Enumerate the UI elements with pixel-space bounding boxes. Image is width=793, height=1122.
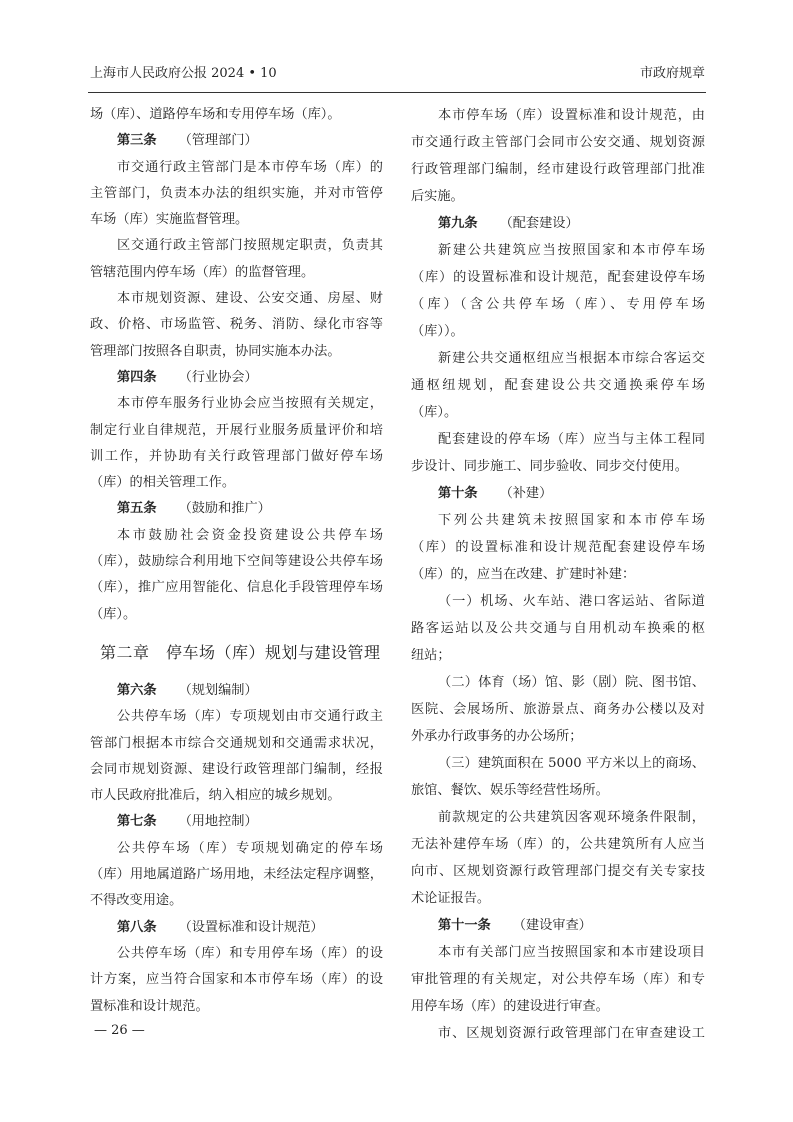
text-line: （库）用地属道路广场用地，未经法定程序调整， <box>90 867 383 883</box>
text-line: （库）的，应当在改建、扩建时补建： <box>411 567 636 582</box>
text-line: 市人民政府批准后，纳入相应的城乡规划。 <box>90 788 341 804</box>
article-number: 第十一条 <box>438 918 491 933</box>
article-title: （行业协会） <box>178 369 258 385</box>
text-line: （库）的相关管理工作。 <box>90 475 236 491</box>
text-line: 通枢纽规划，配套建设公共交通换乘停车场 <box>411 378 705 393</box>
text-line: 用停车场（库）的建设进行审查。 <box>411 999 609 1014</box>
text-line: 本市规划资源、建设、公安交通、房屋、财 <box>117 291 383 307</box>
text-line: 后实施。 <box>411 189 464 204</box>
text-line: 管辖范围内停车场（库）的监督管理。 <box>90 264 315 280</box>
text-line: 医院、会展场所、旅游景点、商务办公楼以及对 <box>411 702 705 717</box>
text-line: （库），鼓励综合利用地下空间等建设公共停车场 <box>90 554 383 570</box>
section-header: 市政府规章 <box>639 66 705 81</box>
article-number: 第三条 <box>117 133 157 149</box>
text-line: 下列公共建筑未按照国家和本市停车场 <box>438 513 705 528</box>
article-heading <box>90 915 383 941</box>
article-title: （鼓励和推广） <box>178 501 271 517</box>
text-line: 向市、区规划资源行政管理部门提交有关专家技 <box>411 864 705 879</box>
article-heading <box>90 128 383 154</box>
text-line: 公共停车场（库）和专用停车场（库）的设 <box>117 945 383 961</box>
chapter-title: 第二章 停车场（库）规划与建设管理 <box>100 642 381 662</box>
text-line: 纽站； <box>411 648 451 663</box>
text-line: 场（库）、道路停车场和专用停车场（库）。 <box>90 107 341 122</box>
text-line: 旅馆、餐饮、娱乐等经营性场所。 <box>411 783 609 798</box>
text-line: （二）体育（场）馆、影（剧）院、图书馆、 <box>438 675 705 690</box>
text-line: 市、区规划资源行政管理部门在审查建设工 <box>438 1026 705 1041</box>
text-line: 公共停车场（库）专项规划由市交通行政主 <box>117 709 383 725</box>
text-line: 政、价格、市场监管、税务、消防、绿化市容等 <box>90 317 383 333</box>
text-line: 外承办行政事务的办公场所； <box>411 729 583 744</box>
header-rule <box>88 92 706 93</box>
text-line: 行政管理部门编制，经市建设行政管理部门批准 <box>411 162 705 177</box>
article-number: 第八条 <box>117 919 157 935</box>
text-line: 本市有关部门应当按照国家和本市建设项目 <box>438 945 705 960</box>
journal-header: 上海市人民政府公报 2024 • 10 <box>90 66 277 81</box>
text-line: 新建公共交通枢纽应当根据本市综合客运交 <box>438 351 705 366</box>
text-line: 本市停车场（库）设置标准和设计规范，由 <box>438 108 705 123</box>
text-line: 会同市规划资源、建设行政管理部门编制，经报 <box>90 761 383 777</box>
article-heading <box>90 678 383 704</box>
text-line: 步设计、同步施工、同步验收、同步交付使用。 <box>411 459 688 474</box>
article-number: 第四条 <box>117 369 157 385</box>
text-line: 新建公共建筑应当按照国家和本市停车场 <box>438 243 705 258</box>
text-line: 路客运站以及公共交通与自用机动车换乘的枢 <box>411 621 705 636</box>
text-line: （库）的设置标准和设计规范配套建设停车场 <box>411 540 705 555</box>
text-line: 审批管理的有关规定，对公共停车场（库）和专 <box>411 972 705 987</box>
article-number: 第六条 <box>117 682 157 698</box>
text-line: （库）（含公共停车场（库）、专用停车场 <box>411 297 705 312</box>
text-line: 前款规定的公共建筑因客观环境条件限制， <box>438 810 705 825</box>
left-column <box>90 102 383 1020</box>
text-line: （库））。 <box>411 324 464 339</box>
text-line: 本市停车服务行业协会应当按照有关规定， <box>117 396 383 412</box>
text-line: 公共停车场（库）专项规划确定的停车场 <box>117 840 383 856</box>
text-line: 不得改变用途。 <box>90 893 183 909</box>
article-title: （配套建设） <box>499 216 579 231</box>
text-line: （库）。 <box>411 405 458 420</box>
page-number: — 26 — <box>94 1023 145 1038</box>
text-line: 区交通行政主管部门按照规定职责，负责其 <box>117 238 383 254</box>
article-heading <box>411 480 705 507</box>
article-title: （规划编制） <box>178 682 258 698</box>
article-title: （设置标准和设计规范） <box>178 919 324 935</box>
text-line: 管部门根据本市综合交通规划和交通需求状况， <box>90 735 383 751</box>
text-line: （库），推广应用智能化、信息化手段管理停车场 <box>90 580 383 596</box>
article-number: 第九条 <box>438 216 478 231</box>
article-number: 第五条 <box>117 501 157 517</box>
text-line: 无法补建停车场（库）的，公共建筑所有人应当 <box>411 837 705 852</box>
text-line: （三）建筑面积在 5000 平方米以上的商场、 <box>438 756 705 771</box>
article-title: （建设审查） <box>512 918 592 933</box>
article-heading <box>90 809 383 835</box>
text-line: 主管部门，负责本办法的组织实施，并对市管停 <box>90 185 383 201</box>
article-heading <box>411 912 705 939</box>
text-line: 市交通行政主管部门会同市公安交通、规划资源 <box>411 135 705 150</box>
article-title: （管理部门） <box>178 133 258 149</box>
text-line: 管理部门按照各自职责，协同实施本办法。 <box>90 343 341 359</box>
article-title: （补建） <box>499 486 553 501</box>
article-heading <box>90 365 383 391</box>
article-number: 第十条 <box>438 486 478 501</box>
text-line: （库）的设置标准和设计规范，配套建设停车场 <box>411 270 705 285</box>
text-line: 制定行业自律规范，开展行业服务质量评价和培 <box>90 422 383 438</box>
article-heading <box>411 210 705 237</box>
text-line: 置标准和设计规范。 <box>90 998 209 1014</box>
text-line: （库）。 <box>90 606 137 622</box>
text-line: 车场（库）实施监督管理。 <box>90 212 249 228</box>
text-line: 训工作，并协助有关行政管理部门做好停车场 <box>90 448 383 464</box>
text-line: 配套建设的停车场（库）应当与主体工程同 <box>438 432 705 447</box>
text-line: 本市鼓励社会资金投资建设公共停车场 <box>117 527 383 543</box>
right-column <box>411 102 705 1047</box>
text-line: 计方案，应当符合国家和本市停车场（库）的设 <box>90 972 383 988</box>
text-line: （一）机场、火车站、港口客运站、省际道 <box>438 594 705 609</box>
article-title: （用地控制） <box>178 814 258 830</box>
article-heading <box>90 496 383 522</box>
article-number: 第七条 <box>117 814 157 830</box>
text-line: 术论证报告。 <box>411 891 491 906</box>
text-line: 市交通行政主管部门是本市停车场（库）的 <box>117 159 383 175</box>
